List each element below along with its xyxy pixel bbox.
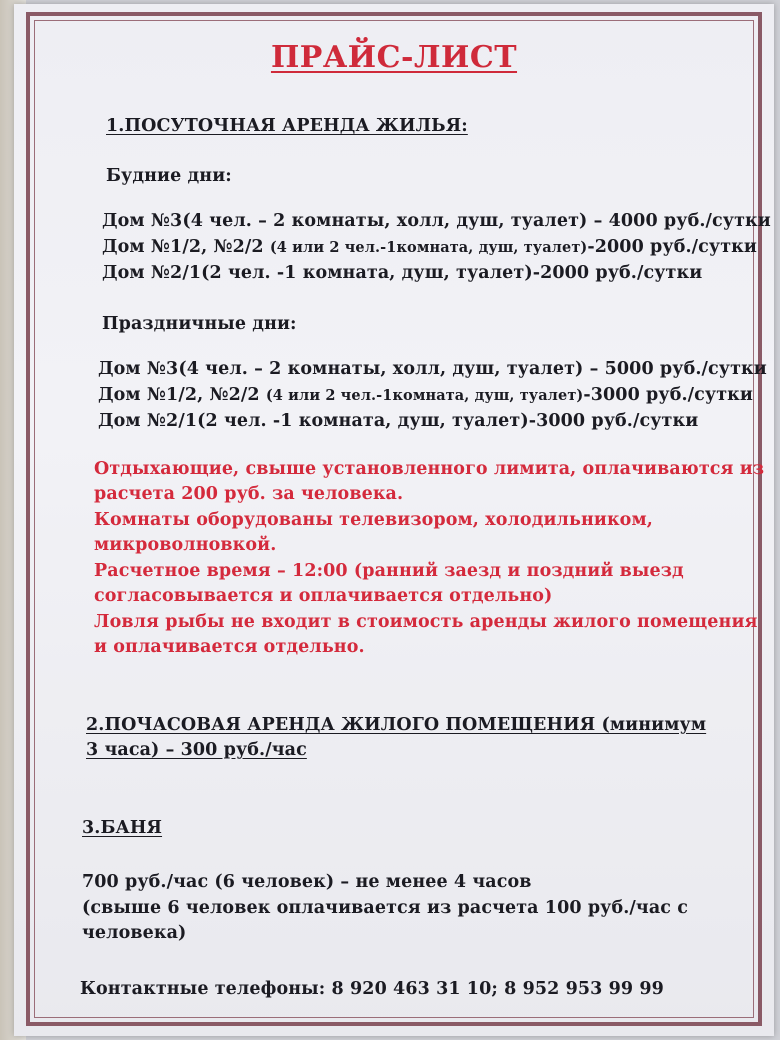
- holiday-price-text: Дом №3(4 чел. – 2 комнаты, холл, душ, туалет) – 5000 руб./сутки: [98, 359, 767, 379]
- holiday-price-text: Дом №1/2, №2/2: [98, 385, 266, 405]
- section1-heading: 1.ПОСУТОЧНАЯ АРЕНДА ЖИЛЬЯ:: [106, 116, 468, 136]
- note-line: Комнаты оборудованы телевизором, холодильником,: [94, 510, 653, 530]
- document-content: [14, 4, 774, 1036]
- weekday-price-amount: -2000 руб./сутки: [587, 237, 757, 257]
- holiday-price-detail: (4 или 2 чел.-1комната, душ, туалет): [265, 387, 584, 404]
- holidays-label: Праздничные дни:: [102, 314, 297, 334]
- section3-heading: 3.БАНЯ: [82, 818, 163, 838]
- sauna-price-line: (свыше 6 человек оплачивается из расчета 100 руб./час с: [82, 898, 688, 918]
- holiday-price-row: [98, 385, 753, 405]
- note-line: Отдыхающие, свыше установленного лимита, оплачиваются из: [94, 459, 765, 479]
- weekday-price-text: Дом №2/1(2 чел. -1 комната, душ, туалет)-2000 руб./сутки: [102, 263, 703, 283]
- section2-heading-continued: 3 часа) – 300 руб./час: [86, 740, 307, 760]
- weekdays-label: Будние дни:: [106, 166, 232, 186]
- note-line: микроволновкой.: [94, 535, 277, 555]
- note-line: Ловля рыбы не входит в стоимость аренды жилого помещения: [94, 612, 758, 632]
- price-list-sheet: [14, 4, 774, 1036]
- holiday-price-amount: -3000 руб./сутки: [583, 385, 753, 405]
- holiday-price-row: [98, 359, 767, 379]
- holiday-price-text: Дом №2/1(2 чел. -1 комната, душ, туалет)-3000 руб./сутки: [98, 411, 699, 431]
- section2-heading: 2.ПОЧАСОВАЯ АРЕНДА ЖИЛОГО ПОМЕЩЕНИЯ (минимум: [86, 715, 707, 735]
- note-line: Расчетное время – 12:00 (ранний заезд и поздний выезд: [94, 561, 684, 581]
- weekday-price-text: Дом №1/2, №2/2: [102, 237, 270, 257]
- document-title: ПРАЙС-ЛИСТ: [270, 40, 518, 75]
- note-line: и оплачивается отдельно.: [94, 637, 365, 657]
- weekday-price-row: [102, 237, 757, 257]
- note-line: согласовывается и оплачивается отдельно): [94, 586, 553, 606]
- sauna-price-line: человека): [82, 923, 187, 943]
- weekday-price-detail: (4 или 2 чел.-1комната, душ, туалет): [269, 239, 588, 256]
- note-line: расчета 200 руб. за человека.: [94, 484, 404, 504]
- weekday-price-row: [102, 263, 702, 283]
- contact-phones: Контактные телефоны: 8 920 463 31 10; 8 952 953 99 99: [80, 979, 664, 999]
- weekday-price-text: Дом №3(4 чел. – 2 комнаты, холл, душ, туалет) – 4000 руб./сутки: [102, 211, 771, 231]
- sauna-price-line: 700 руб./час (6 человек) – не менее 4 часов: [82, 872, 532, 892]
- weekday-price-row: [102, 211, 771, 231]
- holiday-price-row: [98, 411, 698, 431]
